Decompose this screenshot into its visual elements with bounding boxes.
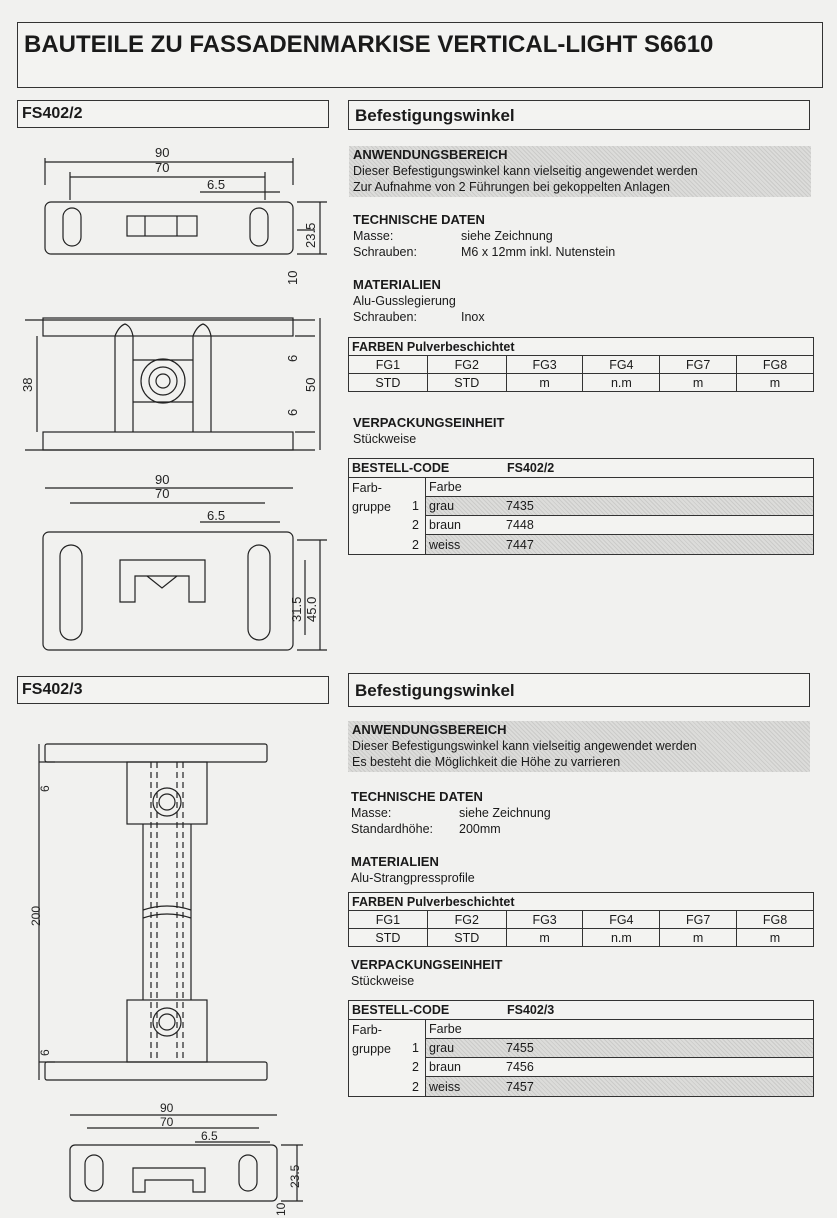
data-value: siehe Zeichnung: [459, 806, 551, 820]
technische-daten-section: [353, 212, 813, 260]
table-cell: gruppe: [352, 500, 391, 514]
part-code-fs402-3: [17, 676, 329, 704]
dim-label: 6: [38, 785, 52, 792]
dim-label: 50: [303, 377, 318, 392]
table-cell: 7457: [506, 1079, 534, 1094]
part-code-label: FS402/3: [22, 681, 83, 698]
table-cell: FG8: [737, 911, 814, 929]
part-heading: Befestigungswinkel: [355, 681, 515, 700]
section-line: Dieser Befestigungswinkel kann vielseitig angewendet werden: [352, 739, 697, 753]
anwendungsbereich-section: [349, 146, 811, 197]
table-cell: FG8: [737, 356, 814, 374]
page-title-box: [17, 22, 823, 88]
table-header: BESTELL-CODE: [352, 461, 450, 475]
dim-label: 31.5: [289, 596, 304, 622]
farben-table: [348, 337, 814, 392]
dim-label: 10: [285, 270, 300, 285]
section-line: Stückweise: [353, 432, 417, 446]
section-heading: MATERIALIEN: [351, 854, 439, 869]
table-cell: n.m: [583, 929, 660, 947]
data-key: Masse:: [351, 806, 392, 820]
data-key: Standardhöhe:: [351, 822, 434, 836]
dim-label: 6.5: [207, 177, 226, 192]
table-cell: FG3: [506, 356, 583, 374]
table-cell: m: [660, 374, 737, 392]
dim-label: 23.5: [288, 1164, 302, 1188]
table-header: FARBEN Pulverbeschichtet: [349, 893, 814, 911]
part-code-fs402-2: [17, 100, 329, 128]
table-cell: FG2: [427, 356, 506, 374]
section-heading: VERPACKUNGSEINHEIT: [353, 415, 505, 430]
section-line: Dieser Befestigungswinkel kann vielseitig angewendet werden: [353, 164, 698, 178]
table-cell: 7448: [506, 518, 534, 532]
table-cell: 7455: [506, 1041, 534, 1055]
table-cell: STD: [427, 929, 506, 947]
technische-daten-section: [351, 789, 811, 837]
dim-label: 10: [274, 1202, 288, 1216]
verpackung-section: [351, 957, 811, 989]
table-cell: m: [506, 374, 583, 392]
table-cell: braun: [429, 518, 461, 532]
materialien-section: [353, 277, 813, 325]
table-cell: 7447: [506, 537, 534, 552]
dim-label: 90: [155, 472, 170, 487]
dim-label: 70: [160, 1115, 174, 1129]
technical-drawing-fs402-2: [15, 140, 335, 670]
data-key: Schrauben:: [353, 245, 417, 259]
data-value: Inox: [461, 310, 485, 324]
data-key: Schrauben:: [353, 310, 417, 324]
table-cell: FG1: [349, 911, 428, 929]
dim-label: 6: [285, 408, 300, 416]
table-cell: m: [660, 929, 737, 947]
table-cell: m: [737, 374, 814, 392]
section-heading: TECHNISCHE DATEN: [353, 212, 485, 227]
table-header: FS402/3: [507, 1003, 555, 1017]
table-cell: Farb-: [352, 1023, 382, 1037]
table-cell: weiss: [429, 537, 461, 552]
section-heading: TECHNISCHE DATEN: [351, 789, 483, 804]
anwendungsbereich-section: [348, 721, 810, 772]
dim-label: 38: [20, 377, 35, 392]
table-cell: STD: [349, 374, 428, 392]
bestell-code-table: BESTELL-CODE FS402/2 Farb- gruppe Farbe 1 grau 7435 2 braun 7448 2 weiss 7447: [348, 458, 814, 555]
table-cell: FG7: [660, 911, 737, 929]
table-cell: 7456: [506, 1060, 534, 1074]
section-line: Es besteht die Möglichkeit die Höhe zu varrieren: [352, 755, 621, 769]
dim-label: 6: [285, 354, 300, 362]
table-cell: m: [737, 929, 814, 947]
table-cell: braun: [429, 1060, 461, 1074]
dim-label: 70: [155, 486, 170, 501]
dim-label: 90: [155, 145, 170, 160]
table-cell: m: [506, 929, 583, 947]
table-cell: FG2: [427, 911, 506, 929]
data-value: 200mm: [459, 822, 501, 836]
table-cell: FG1: [349, 356, 428, 374]
dim-label: 90: [160, 1101, 174, 1115]
dim-label: 6.5: [207, 508, 226, 523]
table-cell: Farb-: [352, 481, 382, 495]
table-cell: gruppe: [352, 1042, 391, 1056]
dim-label: 70: [155, 160, 170, 175]
section-line: Zur Aufnahme von 2 Führungen bei gekoppelten Anlagen: [353, 180, 670, 194]
table-header: BESTELL-CODE: [352, 1003, 450, 1017]
table-cell: FG4: [583, 911, 660, 929]
table-header: FS402/2: [507, 461, 555, 475]
table-cell: grau: [429, 499, 455, 513]
page-title: BAUTEILE ZU FASSADENMARKISE VERTICAL-LIGHT S6610: [24, 31, 714, 58]
dim-label: 6.5: [201, 1129, 218, 1143]
table-cell: grau: [429, 1041, 455, 1055]
table-cell: Farbe: [429, 1022, 462, 1036]
section-heading: VERPACKUNGSEINHEIT: [351, 957, 503, 972]
technical-drawing-fs402-3: [15, 730, 335, 1218]
dim-label: 6: [38, 1049, 52, 1056]
section-line: Alu-Gusslegierung: [353, 294, 456, 308]
dim-label: 45.0: [304, 596, 319, 622]
part-code-label: FS402/2: [22, 105, 83, 122]
table-cell: weiss: [429, 1079, 461, 1094]
bestell-code-table: BESTELL-CODE FS402/3 Farb- gruppe Farbe 1 grau 7455 2 braun 7456 2 weiss 7457: [348, 1000, 814, 1097]
section-heading: ANWENDUNGSBEREICH: [353, 147, 508, 162]
table-cell: FG4: [583, 356, 660, 374]
section-line: Alu-Strangpressprofile: [351, 871, 475, 885]
part-heading-box: [348, 673, 810, 707]
data-value: siehe Zeichnung: [461, 229, 553, 243]
table-cell: 7435: [506, 499, 534, 513]
part-heading: Befestigungswinkel: [355, 106, 515, 125]
section-heading: MATERIALIEN: [353, 277, 441, 292]
table-cell: FG7: [660, 356, 737, 374]
table-cell: FG3: [506, 911, 583, 929]
dim-label: 23.5: [303, 222, 318, 248]
verpackung-section: [353, 415, 813, 447]
table-cell: n.m: [583, 374, 660, 392]
table-cell: Farbe: [429, 480, 462, 494]
table-cell: STD: [427, 374, 506, 392]
part-heading-box: [348, 100, 810, 130]
data-value: M6 x 12mm inkl. Nutenstein: [461, 245, 616, 259]
dim-label: 200: [29, 905, 43, 926]
section-heading: ANWENDUNGSBEREICH: [352, 722, 507, 737]
table-header: FARBEN Pulverbeschichtet: [349, 338, 814, 356]
data-key: Masse:: [353, 229, 394, 243]
table-cell: STD: [349, 929, 428, 947]
materialien-section: [351, 854, 811, 886]
section-line: Stückweise: [351, 974, 415, 988]
farben-table: [348, 892, 814, 947]
